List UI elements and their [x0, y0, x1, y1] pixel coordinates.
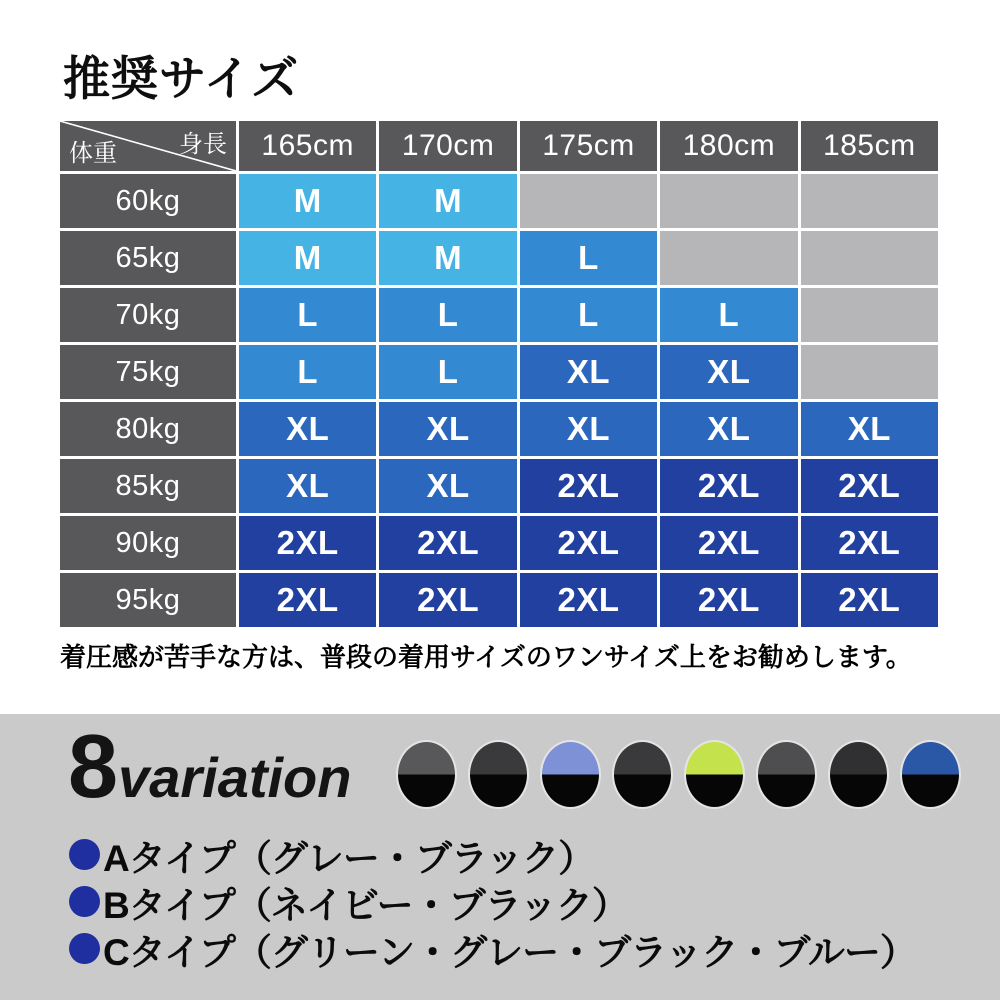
variation-word: variation [118, 746, 352, 809]
size-cell-60kg-165cm: M [239, 174, 376, 228]
type-list [69, 834, 916, 973]
size-cell-75kg-170cm: L [379, 345, 516, 399]
size-cell-85kg-170cm: XL [379, 459, 516, 513]
swatch-darkcharcoal-black [828, 740, 889, 809]
swatch-gray-black-2 [756, 740, 817, 809]
size-cell-85kg-185cm: 2XL [801, 459, 938, 513]
type-label: Aタイプ（グレー・ブラック） [103, 837, 595, 879]
weight-row-header-90kg: 90kg [60, 516, 236, 570]
size-cell-90kg-175cm: 2XL [520, 516, 657, 570]
type-bullet-icon [69, 839, 100, 870]
type-label: Cタイプ（グリーン・グレー・ブラック・ブルー） [103, 931, 916, 973]
page-title: 推奨サイズ [63, 52, 300, 105]
weight-row-header-70kg: 70kg [60, 288, 236, 342]
height-column-header-185cm: 185cm [801, 121, 938, 171]
size-cell-70kg-175cm: L [520, 288, 657, 342]
type-bullet-icon [69, 886, 100, 917]
variation-count: 8 [68, 717, 119, 817]
empty-cell-60kg-175cm [520, 174, 657, 228]
height-column-header-170cm: 170cm [379, 121, 516, 171]
size-cell-95kg-175cm: 2XL [520, 573, 657, 627]
size-cell-70kg-180cm: L [660, 288, 797, 342]
size-cell-75kg-165cm: L [239, 345, 376, 399]
size-cell-65kg-175cm: L [520, 231, 657, 285]
swatch-charcoal-black-2 [612, 740, 673, 809]
type-row-B [69, 881, 916, 926]
empty-cell-65kg-180cm [660, 231, 797, 285]
color-swatch-row [396, 740, 961, 809]
size-cell-75kg-180cm: XL [660, 345, 797, 399]
size-cell-85kg-180cm: 2XL [660, 459, 797, 513]
size-cell-95kg-165cm: 2XL [239, 573, 376, 627]
empty-cell-60kg-185cm [801, 174, 938, 228]
size-cell-65kg-165cm: M [239, 231, 376, 285]
weight-row-header-95kg: 95kg [60, 573, 236, 627]
size-cell-80kg-175cm: XL [520, 402, 657, 456]
size-cell-80kg-170cm: XL [379, 402, 516, 456]
weight-row-header-75kg: 75kg [60, 345, 236, 399]
weight-row-header-65kg: 65kg [60, 231, 236, 285]
empty-cell-75kg-185cm [801, 345, 938, 399]
type-bullet-icon [69, 933, 100, 964]
empty-cell-70kg-185cm [801, 288, 938, 342]
size-advice-note: 着圧感が苦手な方は、普段の着用サイズのワンサイズ上をお勧めします。 [60, 642, 912, 672]
size-cell-95kg-170cm: 2XL [379, 573, 516, 627]
type-row-A [69, 834, 916, 879]
size-cell-95kg-180cm: 2XL [660, 573, 797, 627]
size-cell-90kg-180cm: 2XL [660, 516, 797, 570]
height-column-header-175cm: 175cm [520, 121, 657, 171]
type-label: Bタイプ（ネイビー・ブラック） [103, 884, 628, 926]
empty-cell-65kg-185cm [801, 231, 938, 285]
swatch-charcoal-black [468, 740, 529, 809]
swatch-yellowgreen-black [684, 740, 745, 809]
size-table [60, 121, 938, 627]
table-corner-cell [60, 121, 236, 171]
weight-axis-label: 体重 [69, 140, 117, 167]
type-row-C [69, 928, 916, 973]
size-cell-80kg-165cm: XL [239, 402, 376, 456]
height-column-header-165cm: 165cm [239, 121, 376, 171]
size-cell-85kg-175cm: 2XL [520, 459, 657, 513]
size-cell-80kg-180cm: XL [660, 402, 797, 456]
empty-cell-60kg-180cm [660, 174, 797, 228]
swatch-periwinkle-black [540, 740, 601, 809]
swatch-gray-black [396, 740, 457, 809]
size-cell-90kg-185cm: 2XL [801, 516, 938, 570]
size-cell-85kg-165cm: XL [239, 459, 376, 513]
size-cell-60kg-170cm: M [379, 174, 516, 228]
size-cell-80kg-185cm: XL [801, 402, 938, 456]
swatch-blue-black [900, 740, 961, 809]
height-column-header-180cm: 180cm [660, 121, 797, 171]
weight-row-header-85kg: 85kg [60, 459, 236, 513]
size-cell-70kg-165cm: L [239, 288, 376, 342]
size-cell-90kg-165cm: 2XL [239, 516, 376, 570]
variation-title [68, 717, 352, 817]
size-cell-65kg-170cm: M [379, 231, 516, 285]
size-cell-90kg-170cm: 2XL [379, 516, 516, 570]
size-cell-70kg-170cm: L [379, 288, 516, 342]
height-axis-label: 身長 [179, 131, 227, 158]
weight-row-header-60kg: 60kg [60, 174, 236, 228]
size-cell-75kg-175cm: XL [520, 345, 657, 399]
size-cell-95kg-185cm: 2XL [801, 573, 938, 627]
weight-row-header-80kg: 80kg [60, 402, 236, 456]
